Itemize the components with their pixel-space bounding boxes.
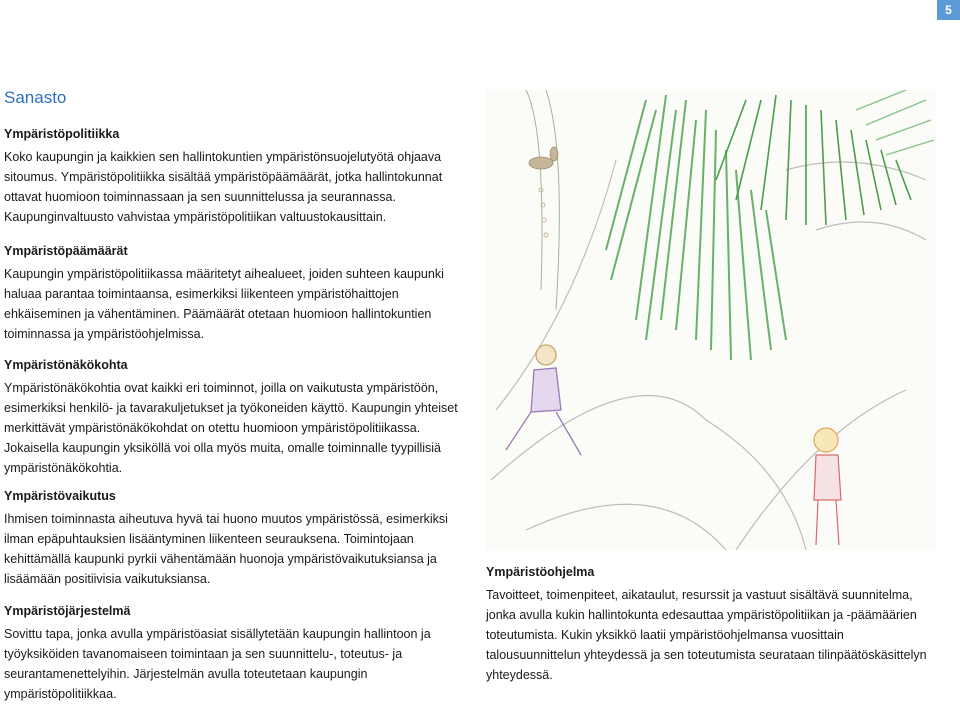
glossary-entry-impact bbox=[4, 489, 469, 589]
glossary-entry-system bbox=[4, 604, 469, 704]
entry-heading: Ympäristönäkökohta bbox=[4, 358, 128, 372]
entry-body: Kaupungin ympäristöpolitiikassa määritetyt aihealueet, joiden suhteen kaupunki haluaa parantaa toimintaansa, esimerkiksi liikenteen ympäristöhaittojen ehkäiseminen ja vähentäminen. Päämäärät otetaan huomioon hallintokuntien toiminnassa ja ympäristöohjelmissa. bbox=[4, 267, 444, 341]
glossary-entry-politics bbox=[4, 127, 469, 227]
entry-body: Ihmisen toiminnasta aiheutuva hyvä tai huono muutos ympäristössä, esimerkiksi ilman epäpuhtauksien lisääntyminen liikenteen seurauksena. Toimintojaan kehittämällä kaupunki pyrkii vähentämään huonoja ympäristövaikutuksiansa ja lisäämään positiivisia vaikutuksiansa. bbox=[4, 512, 448, 586]
entry-body: Ympäristönäkökohtia ovat kaikki eri toiminnot, joilla on vaikutusta ympäristöön, esimerkiksi henkilö- ja tavarakuljetukset ja työkoneiden käyttö. Kaupungin yhteiset merkittävät ympäristönäkökohdat on otettu huomioon ympäristöpolitiikassa. Jokaisella kaupungin yksiköllä voi olla myös muita, omalle toiminnalle tyypillisiä ympäristönäkökohtia. bbox=[4, 381, 458, 475]
entry-body: Tavoitteet, toimenpiteet, aikataulut, resurssit ja vastuut sisältävä suunnitelma, jonka avulla kukin hallintokunta edesauttaa ympäristöpolitiikan ja -päämäärien toteutumista. Kukin yksikkö laatii ympäristöohjelmansa vuosittain talousuunnittelun yhteydessä ja sen toteutumista seurataan tilinpäätöskäsittelyn yhteydessä. bbox=[486, 588, 927, 682]
glossary-entry-aspect bbox=[4, 358, 469, 478]
glossary-entry-goals bbox=[4, 244, 469, 344]
glossary-entry-program bbox=[486, 565, 936, 685]
entry-heading: Ympäristövaikutus bbox=[4, 489, 116, 503]
entry-heading: Ympäristöpäämäärät bbox=[4, 244, 128, 258]
page-title: Sanasto bbox=[4, 88, 67, 107]
entry-body: Koko kaupungin ja kaikkien sen hallintokuntien ympäristönsuojelutyötä ohjaava sitoumus. Ympäristöpolitiikka sisältää ympäristöpäämäärät, jotka hallintokunnat ottavat huomioon toiminnassaan ja sen suunnittelussa ja seurannassa. Kaupunginvaltuusto vahvistaa ympäristöpolitiikan valtuustokausittain. bbox=[4, 150, 443, 224]
page-number: 5 bbox=[937, 0, 960, 20]
entry-body: Sovittu tapa, jonka avulla ympäristöasiat sisällytetään kaupungin hallintoon ja työyksiköiden tavanomaiseen toimintaan ja sen suunnittelu-, toteutus- ja seurantamenettelyihin. Järjestelmän avulla toteutetaan kaupungin ympäristöpolitiikkaa. bbox=[4, 627, 431, 701]
entry-heading: Ympäristöohjelma bbox=[486, 565, 595, 579]
entry-heading: Ympäristöjärjestelmä bbox=[4, 604, 131, 618]
forest-drawing-illustration bbox=[486, 90, 936, 550]
entry-heading: Ympäristöpolitiikka bbox=[4, 127, 120, 141]
